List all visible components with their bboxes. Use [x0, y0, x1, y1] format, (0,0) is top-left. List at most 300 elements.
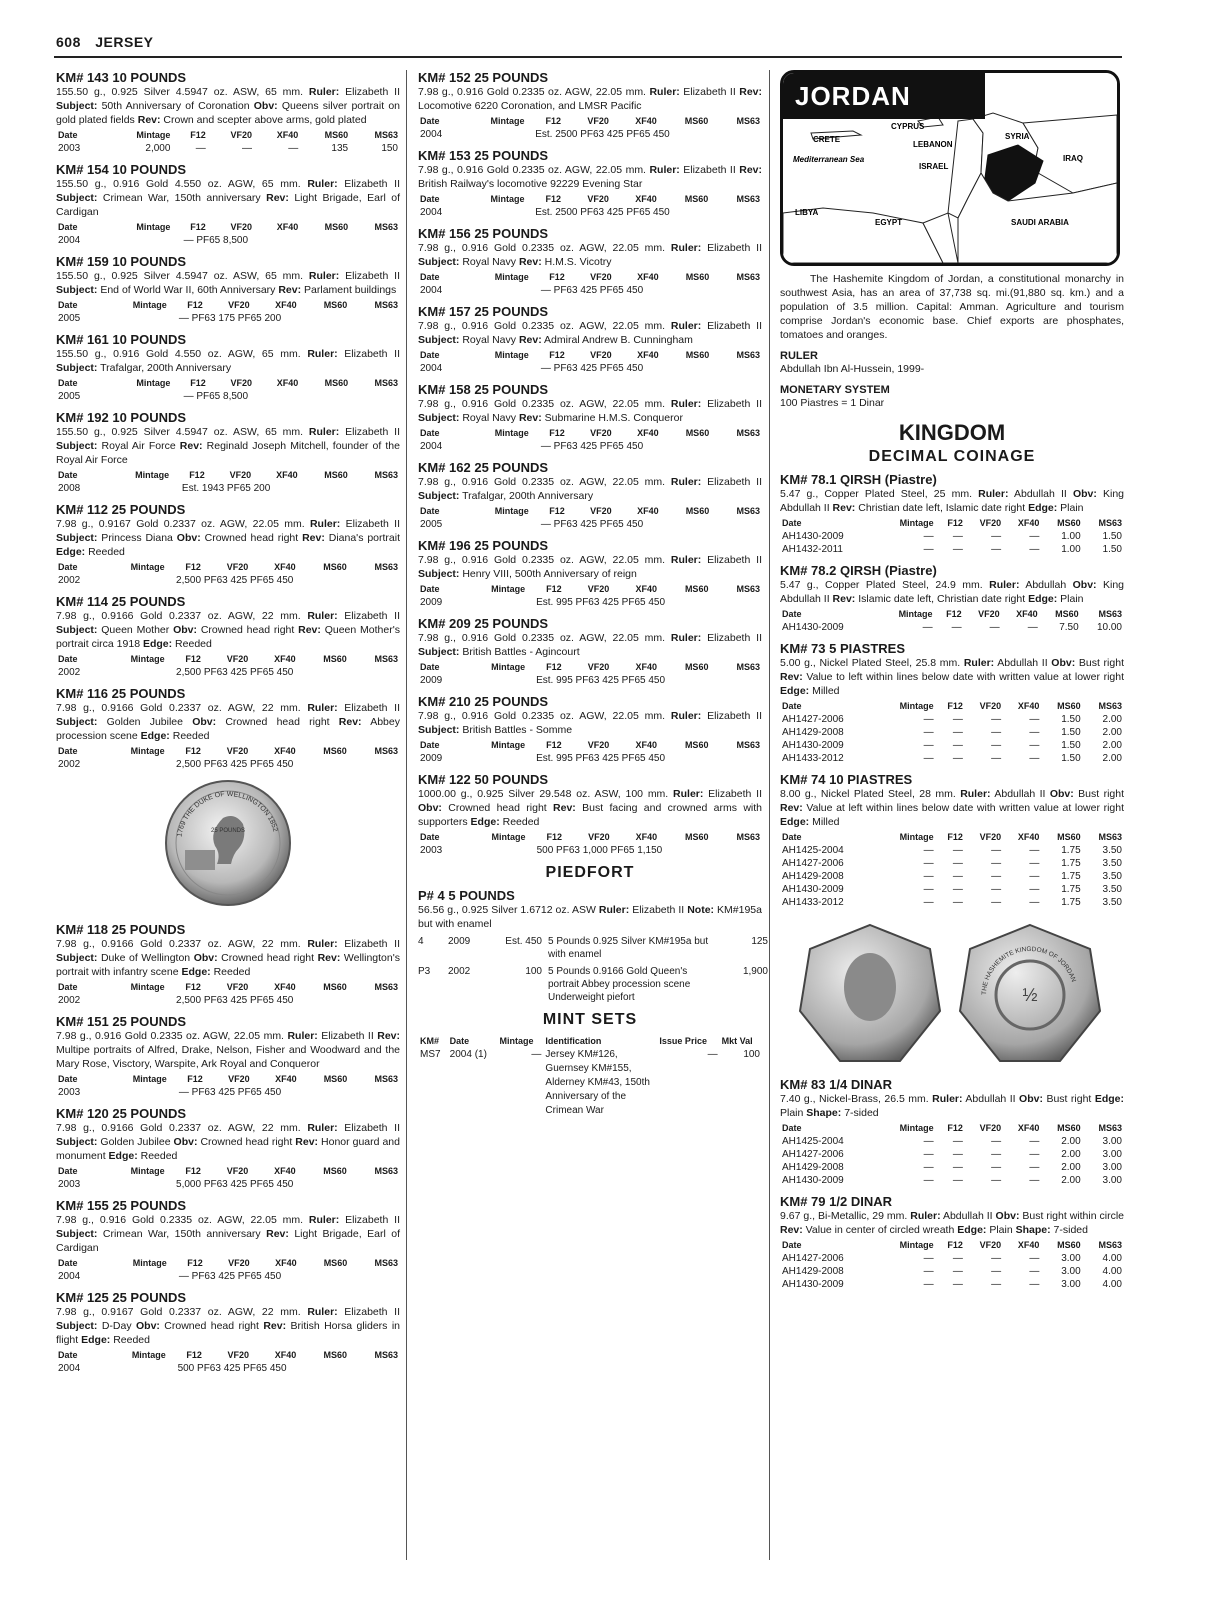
coin-entry — [418, 148, 762, 219]
price-table-row: AH1429-2008 — — — — 3.00 4.00 — [782, 1266, 1122, 1277]
column-2 — [418, 70, 768, 1118]
price-table — [418, 193, 762, 219]
price-table-header: MS63 — [1098, 701, 1122, 711]
column-divider — [406, 70, 407, 1560]
price-table-header: F12 — [186, 1350, 202, 1360]
price-table-row: 2004 — PF63 425 PF65 450 — [58, 1271, 282, 1282]
price-table-header: Mintage — [494, 428, 529, 438]
coin-entry-title: KM# 83 1/4 DINAR — [780, 1077, 892, 1092]
coin-entry — [418, 694, 762, 765]
price-table-header: Date — [58, 378, 78, 388]
price-table-header: Mintage — [132, 1258, 167, 1268]
coin-entry-title: KM# 122 50 POUNDS — [418, 772, 549, 787]
price-table-row: 2009 Est. 995 PF63 425 PF65 450 — [420, 675, 666, 686]
price-table-header: F12 — [549, 272, 565, 282]
price-table-header: XF40 — [635, 740, 657, 750]
price-table-header: F12 — [190, 222, 206, 232]
price-table-header: F12 — [545, 116, 562, 126]
price-table-row: 2004 — PF63 425 PF65 450 — [420, 363, 644, 374]
map-label-crete: CRETE — [813, 135, 841, 144]
coin-entry-title: KM# 196 25 POUNDS — [418, 538, 549, 553]
mint-set-header: Identification — [545, 1036, 602, 1046]
price-table-row: 2005 — PF65 8,500 — [58, 391, 249, 402]
coin-entry-title: KM# 162 25 POUNDS — [418, 460, 549, 475]
price-table — [780, 608, 1124, 634]
price-table-header: Date — [420, 832, 440, 842]
coin-entry-description: 7.98 g., 0.916 Gold 0.2335 oz. AGW, 22.05 mm. Ruler: Elizabeth II Subject: British Battles - Agincourt — [418, 632, 762, 658]
price-table-row: AH1425-2004 — — — — 2.00 3.00 — [782, 1136, 1122, 1147]
price-table-header: VF20 — [979, 701, 1002, 711]
dinar-coin-image — [790, 919, 1110, 1069]
price-table-header: F12 — [185, 982, 201, 992]
coin-entry-title: KM# 158 25 POUNDS — [418, 382, 549, 397]
mint-sets-heading: MINT SETS — [542, 1011, 638, 1028]
price-table-header: XF40 — [637, 350, 659, 360]
price-table-header: Date — [58, 1258, 78, 1268]
price-table-header: MS63 — [374, 300, 398, 310]
price-table-header: MS63 — [736, 428, 760, 438]
price-table-header: Date — [420, 740, 440, 750]
map-label-libya: LIBYA — [795, 208, 819, 217]
price-table-header: MS60 — [684, 662, 709, 672]
price-table — [418, 505, 762, 531]
piedfort-desc: 56.56 g., 0.925 Silver 1.6712 oz. ASW Ruler: Elizabeth II Note: KM#195a but with enamel — [418, 904, 762, 930]
price-table-header: F12 — [546, 584, 562, 594]
price-table-header: MS60 — [1057, 701, 1081, 711]
coin-entry — [418, 70, 762, 141]
price-table-header: Date — [782, 701, 802, 711]
coin-entry-description: 7.98 g., 0.9166 Gold 0.2337 oz. AGW, 22 mm. Ruler: Elizabeth II Subject: Duke of Wellington Obv: Crowned head right Rev: Wellington's portrait with infantry scene Edge: Reeded — [56, 938, 400, 978]
price-table-header: Mintage — [898, 609, 933, 619]
price-table-header: MS60 — [685, 428, 710, 438]
price-table — [56, 653, 400, 679]
price-table-header: Mintage — [130, 982, 165, 992]
price-table-header: VF20 — [228, 1074, 250, 1084]
price-table-header: XF40 — [276, 130, 299, 140]
price-table-header: MS63 — [374, 1258, 398, 1268]
price-table-row: 2003 5,000 PF63 425 PF65 450 — [58, 1179, 294, 1190]
coin-entry — [418, 538, 762, 609]
price-table-row: AH1430-2009 — — — — 7.50 10.00 — [782, 622, 1122, 633]
price-table-header: VF20 — [979, 518, 1002, 528]
price-table-header: Mintage — [135, 470, 170, 480]
price-table-header: MS60 — [685, 832, 709, 842]
price-table-header: Date — [58, 654, 78, 664]
coin-entry-description: 7.98 g., 0.9167 Gold 0.2337 oz. AGW, 22.05 mm. Ruler: Elizabeth II Subject: Princess Diana Obv: Crowned head right Rev: Diana's portrait Edge: Reeded — [56, 518, 401, 558]
price-table-header: Date — [58, 470, 78, 480]
price-table-header: XF40 — [637, 428, 659, 438]
price-table-header: Mintage — [494, 506, 529, 516]
price-table-header: VF20 — [228, 1258, 250, 1268]
coin-entry-description: 7.98 g., 0.916 Gold 0.2335 oz. AGW, 22.05 mm. Ruler: Elizabeth II Subject: Royal Navy Rev: H.M.S. Vicotry — [418, 242, 762, 268]
price-table-header: Mintage — [132, 300, 167, 310]
map-label-sea: Mediterranean Sea — [793, 155, 865, 164]
price-table — [418, 115, 762, 141]
price-table-header: MS60 — [324, 222, 349, 232]
coin-entry-title: KM# 125 25 POUNDS — [56, 1290, 187, 1305]
coin-entry — [56, 162, 400, 247]
price-table-header: F12 — [187, 1258, 203, 1268]
price-table-header: MS63 — [374, 982, 398, 992]
price-table-header: MS63 — [1098, 1123, 1122, 1133]
price-table-header: XF40 — [635, 662, 657, 672]
price-table-header: F12 — [190, 130, 206, 140]
col2-entries — [418, 70, 762, 857]
price-table-header: Date — [420, 428, 440, 438]
price-table-header: VF20 — [587, 116, 609, 126]
price-table-row: 2004 — PF65 8,500 — [58, 235, 249, 246]
price-table-header: XF40 — [1017, 832, 1040, 842]
price-table-header: Date — [420, 350, 440, 360]
price-table-header: MS63 — [374, 222, 398, 232]
coin-entry-title: KM# 153 25 POUNDS — [418, 148, 549, 163]
price-table-header: Date — [58, 746, 78, 756]
price-table-header: MS60 — [1057, 518, 1081, 528]
price-table-row: AH1430-2009 — — — — 2.00 3.00 — [782, 1175, 1122, 1186]
price-table-header: MS63 — [374, 1166, 398, 1176]
coin-entry — [418, 382, 762, 453]
wellington-coin-image — [163, 778, 293, 908]
price-table-header: VF20 — [230, 222, 253, 232]
price-table-header: Mintage — [494, 350, 529, 360]
price-table-header: VF20 — [590, 428, 612, 438]
price-table-header: MS63 — [736, 350, 760, 360]
price-table-header: MS60 — [323, 1166, 347, 1176]
page-header-country: JERSEY — [95, 34, 154, 50]
mint-set-header: KM# — [420, 1036, 440, 1046]
price-table-header: Date — [420, 662, 440, 672]
piedfort-heading: PIEDFORT — [545, 864, 635, 881]
price-table-header: XF40 — [1016, 609, 1038, 619]
mint-set-header: Mintage — [499, 1036, 534, 1046]
price-table-row: AH1433-2012 — — — — 1.75 3.50 — [782, 897, 1122, 908]
price-table-header: MS63 — [374, 130, 398, 140]
price-table-header: Mintage — [490, 194, 525, 204]
price-table-header: VF20 — [587, 740, 610, 750]
map-label-israel: ISRAEL — [919, 162, 949, 171]
coin-entry-title: KM# 161 10 POUNDS — [56, 332, 187, 347]
running-head — [56, 34, 154, 50]
coin-entry — [56, 1198, 400, 1283]
coin-entry — [418, 304, 762, 375]
price-table-row: AH1432-2011 — — — — 1.00 1.50 — [782, 544, 1122, 555]
price-table — [56, 1257, 400, 1283]
price-table-header: MS63 — [736, 194, 760, 204]
price-table — [780, 700, 1124, 765]
price-table-header: MS63 — [736, 832, 760, 842]
price-table — [56, 129, 400, 155]
coin-entry — [418, 226, 762, 297]
coin-entry-title: KM# 79 1/2 DINAR — [780, 1194, 892, 1209]
price-table-header: F12 — [947, 832, 963, 842]
price-table — [418, 583, 762, 609]
coin-entry — [56, 332, 400, 403]
price-table-header: Mintage — [899, 1123, 934, 1133]
price-table-header: XF40 — [1017, 701, 1040, 711]
price-table-header: Mintage — [130, 1166, 165, 1176]
coin-entry — [418, 616, 762, 687]
col3-entries-b — [780, 1077, 1124, 1291]
coin-entry-title: KM# 118 25 POUNDS — [56, 922, 186, 937]
price-table-header: Mintage — [899, 832, 934, 842]
monetary-text: 100 Piastres = 1 Dinar — [780, 397, 885, 409]
price-table — [56, 561, 400, 587]
map-label-iraq: IRAQ — [1063, 154, 1083, 163]
price-table-header: MS60 — [684, 116, 709, 126]
column-1 — [56, 70, 400, 1382]
price-table-header: VF20 — [590, 272, 612, 282]
price-table-header: VF20 — [588, 832, 610, 842]
coin-entry — [780, 772, 1124, 909]
price-table — [56, 745, 400, 771]
mint-set-header: Date — [449, 1036, 470, 1046]
price-table-header: MS63 — [736, 506, 760, 516]
price-table-row: 2002 2,500 PF63 425 PF65 450 — [58, 575, 294, 586]
kingdom-heading: KINGDOM — [898, 420, 1006, 445]
price-table — [780, 517, 1124, 556]
price-table-row: 2005 — PF63 175 PF65 200 — [58, 313, 282, 324]
price-table-row: AH1427-2006 — — — — 3.00 4.00 — [782, 1253, 1122, 1264]
coin-entry — [418, 772, 762, 857]
coin-entry-title: KM# 74 10 PIASTRES — [780, 772, 913, 787]
price-table-header: VF20 — [226, 1166, 249, 1176]
coin-entry-title: KM# 114 25 POUNDS — [56, 594, 186, 609]
price-table-header: MS63 — [374, 562, 398, 572]
coin-entry-description: 7.40 g., Nickel-Brass, 26.5 mm. Ruler: Abdullah II Obv: Bust right Edge: Plain Shape: 7-sided — [780, 1093, 1124, 1119]
price-table-row: 2008 Est. 1943 PF65 200 — [58, 483, 271, 494]
price-table-header: Date — [420, 194, 440, 204]
price-table-header: MS63 — [1098, 609, 1122, 619]
price-table-header: MS60 — [684, 740, 709, 750]
price-table-header: F12 — [549, 428, 565, 438]
price-table-row: 2005 — PF63 425 PF65 450 — [420, 519, 644, 530]
price-table-row: 2004 Est. 2500 PF63 425 PF65 450 — [420, 207, 670, 218]
price-table — [56, 1165, 400, 1191]
price-table-header: Date — [58, 300, 78, 310]
price-table-header: Mintage — [130, 746, 165, 756]
price-table-header: VF20 — [587, 662, 610, 672]
price-table — [418, 739, 762, 765]
price-table-header: MS60 — [323, 982, 347, 992]
coin-entry-title: KM# 151 25 POUNDS — [56, 1014, 187, 1029]
price-table-header: Date — [58, 1350, 78, 1360]
coin-entry-description: 155.50 g., 0.925 Silver 4.5947 oz. ASW, 65 mm. Ruler: Elizabeth II Subject: End of World War II, 60th Anniversary Rev: Parlament buildings — [56, 270, 400, 296]
price-table-header: MS60 — [323, 562, 347, 572]
price-table-header: MS63 — [736, 116, 760, 126]
price-table-header: VF20 — [226, 654, 249, 664]
coin-entry-description: 5.47 g., Copper Plated Steel, 25 mm. Ruler: Abdullah II Obv: King Abdullah II Rev: Christian date left, Islamic date right Edge: Plain — [780, 488, 1124, 514]
price-table-header: XF40 — [276, 222, 299, 232]
price-table-header: Mintage — [491, 740, 526, 750]
price-table-header: MS63 — [736, 662, 760, 672]
coin-entry-description: 5.00 g., Nickel Plated Steel, 25.8 mm. Ruler: Abdullah II Obv: Bust right Rev: Value to left within lines below date with written value at lower right Edge: Milled — [780, 657, 1124, 697]
price-table-row: AH1425-2004 — — — — 1.75 3.50 — [782, 845, 1122, 856]
price-table — [418, 831, 762, 857]
coin-entry — [780, 563, 1124, 634]
coin-entry-title: KM# 120 25 POUNDS — [56, 1106, 187, 1121]
price-table-header: VF20 — [979, 832, 1002, 842]
price-table-header: Date — [420, 272, 440, 282]
map-label-cyprus: CYPRUS — [891, 122, 925, 131]
price-table-header: F12 — [546, 662, 562, 672]
coin-entry-title: KM# 192 10 POUNDS — [56, 410, 187, 425]
price-table-header: VF20 — [590, 506, 612, 516]
price-table-header: VF20 — [587, 194, 609, 204]
price-table-header: Date — [420, 584, 440, 594]
price-table-header: Mintage — [130, 654, 165, 664]
coin-entry — [56, 1290, 400, 1375]
price-table-header: VF20 — [230, 378, 253, 388]
price-table-row: 2003 500 PF63 1,000 PF65 1,150 — [420, 845, 663, 856]
price-table-header: F12 — [947, 1240, 963, 1250]
coin-entry-description: 155.50 g., 0.916 Gold 4.550 oz. AGW, 65 mm. Ruler: Elizabeth II Subject: Crimean War, 150th anniversary Rev: Light Brigade, Earl of Cardigan — [56, 178, 400, 218]
coin-entry-title: KM# 210 25 POUNDS — [418, 694, 549, 709]
price-table-header: F12 — [185, 746, 201, 756]
price-table-header: MS63 — [374, 746, 398, 756]
price-table-header: MS63 — [736, 272, 760, 282]
price-table-header: MS63 — [1098, 832, 1122, 842]
coin-entry — [56, 254, 400, 325]
price-table — [56, 299, 400, 325]
price-table-header: VF20 — [979, 1240, 1002, 1250]
coin-entry-description: 7.98 g., 0.916 Gold 0.2335 oz. AGW, 22.05 mm. Ruler: Elizabeth II Subject: British Battles - Somme — [418, 710, 762, 736]
price-table-header: MS60 — [324, 470, 348, 480]
coin-entry — [56, 1106, 400, 1191]
coin-entry-description: 1000.00 g., 0.925 Silver 29.548 oz. ASW, 100 mm. Ruler: Elizabeth II Obv: Crowned head right Rev: Bust facing and crowned arms with supporters Edge: Reeded — [418, 788, 762, 828]
price-table-header: Mintage — [136, 378, 171, 388]
price-table-header: F12 — [947, 701, 963, 711]
price-table-header: VF20 — [226, 562, 249, 572]
monetary-heading: MONETARY SYSTEM — [780, 384, 890, 396]
price-table-header: XF40 — [274, 1166, 296, 1176]
price-table-header: XF40 — [1017, 1123, 1040, 1133]
price-table-header: MS60 — [1057, 1123, 1081, 1133]
coin-entry-description: 155.50 g., 0.925 Silver 4.5947 oz. ASW, 65 mm. Ruler: Elizabeth II Subject: 50th Anniversary of Coronation Obv: Queens silver portrait on gold plated fields Rev: Crown and scepter above arms, gold plated — [56, 86, 400, 126]
price-table-header: Date — [782, 1123, 802, 1133]
price-table-header: F12 — [946, 609, 962, 619]
price-table-header: Mintage — [136, 222, 171, 232]
price-table-row: 2003 2,000 — — — 135 150 — [58, 143, 398, 154]
column-3 — [780, 70, 1124, 1298]
price-table-header: VF20 — [228, 300, 250, 310]
price-table-row: AH1429-2008 — — — — 1.75 3.50 — [782, 871, 1122, 882]
price-table-header: MS63 — [374, 378, 398, 388]
price-table-header: MS60 — [684, 584, 709, 594]
price-table-row: 2004 Est. 2500 PF63 425 PF65 450 — [420, 129, 670, 140]
price-table-header: MS60 — [323, 654, 347, 664]
price-table-header: XF40 — [274, 1350, 297, 1360]
coin-entry-description: 7.98 g., 0.9166 Gold 0.2337 oz. AGW, 22 mm. Ruler: Elizabeth II Subject: Golden Jubilee Obv: Crowned head right Rev: Honor guard and monument Edge: Reeded — [56, 1122, 400, 1162]
coin-entry-title: KM# 209 25 POUNDS — [418, 616, 549, 631]
price-table-header: F12 — [947, 518, 963, 528]
price-table-header: XF40 — [276, 470, 298, 480]
mint-set-header: Issue Price — [659, 1036, 707, 1046]
price-table-header: MS63 — [374, 470, 398, 480]
price-table-header: XF40 — [274, 982, 296, 992]
price-table-header: Mintage — [899, 1240, 934, 1250]
price-table-header: XF40 — [275, 300, 297, 310]
coin-legend-text: THE HASHEMITE KINGDOM OF JORDAN — [980, 945, 1077, 996]
piedfort-row: 4 2009 Est. 450 5 Pounds 0.925 Silver KM#195a but with enamel 125 — [418, 936, 768, 960]
map-label-syria: SYRIA — [1005, 132, 1030, 141]
price-table-row: AH1427-2006 — — — — 1.75 3.50 — [782, 858, 1122, 869]
price-table-header: MS63 — [736, 584, 760, 594]
price-table-header: F12 — [549, 350, 565, 360]
price-table-header: MS63 — [374, 1074, 398, 1084]
coin-entry-description: 155.50 g., 0.925 Silver 4.5947 oz. ASW, 65 mm. Ruler: Elizabeth II Subject: Royal Air Force Rev: Reginald Joseph Mitchell, founder of the Royal Air Force — [56, 426, 400, 466]
coin-entry — [780, 472, 1124, 556]
price-table-header: Mintage — [899, 518, 934, 528]
price-table — [56, 1073, 400, 1099]
price-table-header: XF40 — [637, 272, 659, 282]
coin-entry — [780, 1077, 1124, 1187]
price-table-row: AH1430-2009 — — — — 1.50 2.00 — [782, 740, 1122, 751]
price-table-header: Date — [58, 982, 78, 992]
price-table-row: 2002 2,500 PF63 425 PF65 450 — [58, 995, 294, 1006]
coin-entry-title: KM# 78.2 QIRSH (Piastre) — [780, 563, 937, 578]
coin-entry — [780, 641, 1124, 765]
price-table — [56, 221, 400, 247]
price-table-header: VF20 — [227, 1350, 250, 1360]
coin-entry-title: KM# 78.1 QIRSH (Piastre) — [780, 472, 937, 487]
ruler-text: Abdullah Ibn Al-Hussein, 1999- — [780, 363, 925, 375]
price-table-header: XF40 — [274, 654, 296, 664]
map-label-saudi-arabia: SAUDI ARABIA — [1011, 218, 1069, 227]
coin-entry-description: 7.98 g., 0.9166 Gold 0.2337 oz. AGW, 22 mm. Ruler: Elizabeth II Subject: Queen Mother Obv: Crowned head right Rev: Queen Mother's portrait circa 1918 Edge: Reeded — [56, 610, 400, 650]
price-table-header: Date — [782, 1240, 802, 1250]
price-table-header: MS63 — [1098, 518, 1122, 528]
price-table-header: XF40 — [635, 194, 657, 204]
price-table-row: 2004 — PF63 425 PF65 450 — [420, 441, 644, 452]
coin-entry-title: KM# 159 10 POUNDS — [56, 254, 187, 269]
coin-entry-description: 5.47 g., Copper Plated Steel, 24.9 mm. Ruler: Abdullah Obv: King Abdullah II Rev: Islamic date left, Christian date right Edge: Plain — [780, 579, 1125, 605]
coin-entry-description: 8.00 g., Nickel Plated Steel, 28 mm. Ruler: Abdullah II Obv: Bust right Rev: Value at left within lines below date with written value at lower right Edge: Milled — [780, 788, 1124, 828]
price-table-header: F12 — [546, 832, 562, 842]
price-table-header: XF40 — [637, 506, 659, 516]
price-table-header: Date — [58, 1074, 78, 1084]
price-table-header: MS63 — [374, 1350, 398, 1360]
price-table-header: Mintage — [136, 130, 171, 140]
coin-entry-title: KM# 155 25 POUNDS — [56, 1198, 187, 1213]
price-table-header: MS60 — [1055, 609, 1079, 619]
coin-entry-title: KM# 154 10 POUNDS — [56, 162, 187, 177]
coin-entry — [56, 686, 400, 771]
decimal-coinage-heading: DECIMAL COINAGE — [868, 448, 1036, 465]
coin-entry-description: 7.98 g., 0.916 Gold 0.2335 oz. AGW, 22.05 mm. Ruler: Elizabeth II Subject: Crimean War, 150th anniversary Rev: Light Brigade, Earl of Cardigan — [56, 1214, 400, 1254]
price-table-header: MS60 — [1057, 1240, 1081, 1250]
price-table-header: MS63 — [374, 654, 398, 664]
price-table-row: AH1429-2008 — — — — 1.50 2.00 — [782, 727, 1122, 738]
price-table-header: MS60 — [685, 506, 710, 516]
price-table — [418, 427, 762, 453]
price-table-header: MS60 — [323, 1074, 348, 1084]
price-table-header: VF20 — [226, 982, 249, 992]
price-table-header: XF40 — [274, 562, 296, 572]
country-description: The Hashemite Kingdom of Jordan, a constitutional monarchy in southwest Asia, has an area of 37,738 sq. mi.(91,880 sq. km.) and a population of 3.5 million. Capital: Amman. Agriculture and tourism comprise Jordan's economic base. Chief exports are phosphates, tomatoes and oranges. — [780, 273, 1124, 341]
price-table — [418, 349, 762, 375]
price-table-row: 2004 — PF63 425 PF65 450 — [420, 285, 644, 296]
coin-entry-title: KM# 112 25 POUNDS — [56, 502, 186, 517]
coin-entry — [56, 922, 400, 1007]
price-table-header: VF20 — [229, 470, 252, 480]
coin-entry — [780, 1194, 1124, 1291]
price-table-row: 2009 Est. 995 PF63 425 PF65 450 — [420, 597, 666, 608]
price-table-header: MS60 — [323, 1350, 348, 1360]
price-table-header: VF20 — [226, 746, 249, 756]
ruler-heading: RULER — [780, 350, 818, 362]
price-table-header: Date — [420, 506, 440, 516]
price-table-row: 2003 — PF63 425 PF65 450 — [58, 1087, 282, 1098]
